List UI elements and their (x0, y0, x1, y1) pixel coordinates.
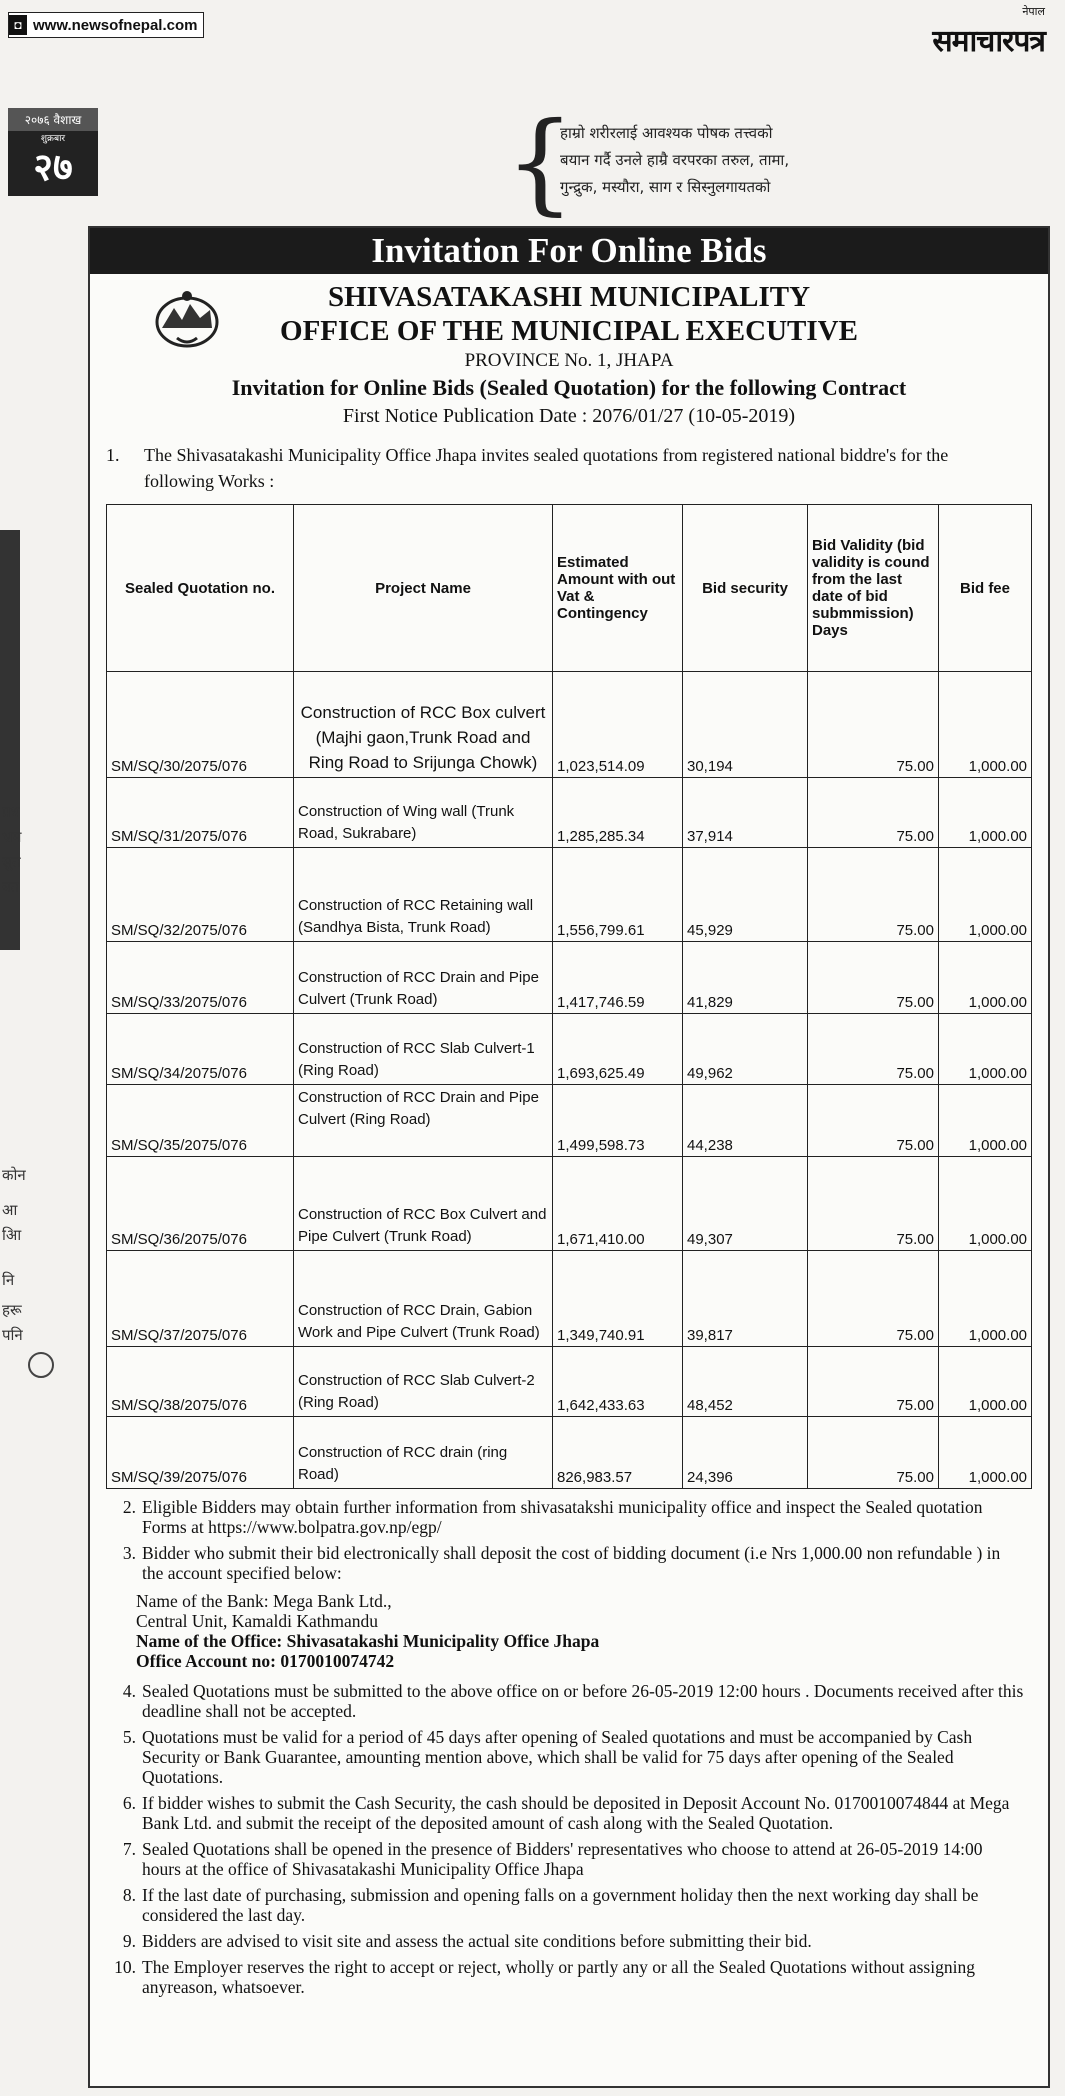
cell-project: Construction of RCC Retaining wall (Sandhya Bista, Trunk Road) (294, 848, 553, 942)
cell-security: 44,238 (683, 1085, 808, 1157)
cell-amount: 1,023,514.09 (553, 672, 683, 778)
table-row (107, 848, 1032, 942)
term-item (106, 1727, 1024, 1787)
cell-amount: 1,671,410.00 (553, 1157, 683, 1251)
cell-amount: 1,499,598.73 (553, 1085, 683, 1157)
term-number: 7. (122, 1839, 136, 1859)
term-text: Sealed Quotations must be submitted to the above office on or before 26-05-2019 12:00 hours . Documents received after this deadline shall not be accepted. (142, 1681, 1024, 1721)
term-number: 5. (122, 1727, 136, 1747)
cell-validity: 75.00 (808, 1085, 939, 1157)
cell-project: Construction of RCC Drain and Pipe Culvert (Ring Road) (294, 1085, 553, 1157)
term-text: Quotations must be valid for a period of 45 days after opening of Sealed quotations and must be accompanied by Cash Security or Bank Guarantee, amounting mention above, which shall be valid for 75 days after opening of the Sealed Quotations. (142, 1727, 973, 1787)
col-header-fee: Bid fee (939, 505, 1032, 672)
side-text: प्रध (2, 803, 20, 821)
cell-fee: 1,000.00 (939, 942, 1032, 1014)
table-row (107, 1417, 1032, 1489)
org-name: SHIVASATAKASHI MUNICIPALITY (327, 281, 811, 313)
term-item (106, 1957, 1024, 1997)
date-day: २७ (33, 145, 73, 189)
col-header-security: Bid security (683, 505, 808, 672)
term-text: The Employer reserves the right to accept or reject, wholly or partly any or all the Sealed Quotations without assigning anyreason, whatsoever. (142, 1957, 975, 1997)
side-text: कोन (2, 1166, 26, 1184)
cell-fee: 1,000.00 (939, 848, 1032, 942)
newspaper-logo (932, 4, 1045, 60)
side-text: आ (2, 1201, 18, 1219)
bid-notice (88, 226, 1050, 2088)
cell-security: 24,396 (683, 1417, 808, 1489)
cell-security: 41,829 (683, 942, 808, 1014)
cell-validity: 75.00 (808, 1014, 939, 1085)
snippet-line: बयान गर्दै उनले हाम्रै वरपरका तरुल, तामा, (560, 151, 790, 169)
term-item (106, 1543, 1024, 1583)
intro-paragraph (106, 442, 1018, 494)
side-text: भ्रम (2, 828, 22, 846)
cell-amount: 1,556,799.61 (553, 848, 683, 942)
cell-fee: 1,000.00 (939, 672, 1032, 778)
bank-branch: Central Unit, Kamaldi Kathmandu (136, 1611, 379, 1631)
cell-project: Construction of RCC Slab Culvert-2 (Ring Road) (294, 1347, 553, 1417)
article-snippet (560, 120, 789, 201)
term-number: 3. (122, 1543, 136, 1563)
table-row (107, 1347, 1032, 1417)
cell-fee: 1,000.00 (939, 1417, 1032, 1489)
publication-date: First Notice Publication Date : 2076/01/27 (10-05-2019) (342, 405, 796, 427)
logo-small-text: नेपाल (1022, 5, 1045, 18)
cell-fee: 1,000.00 (939, 1014, 1032, 1085)
cell-sq: SM/SQ/38/2075/076 (107, 1347, 294, 1417)
side-text: नि (2, 1271, 15, 1289)
cell-security: 49,307 (683, 1157, 808, 1251)
cell-sq: SM/SQ/39/2075/076 (107, 1417, 294, 1489)
intro-number: 1. (106, 445, 120, 465)
cell-project: Construction of RCC Drain, Gabion Work and Pipe Culvert (Trunk Road) (294, 1251, 553, 1347)
registration-mark-icon (28, 1352, 54, 1378)
cell-validity: 75.00 (808, 778, 939, 848)
date-month: २०७६ वैशाख (8, 108, 98, 131)
date-box (8, 108, 98, 196)
cell-sq: SM/SQ/32/2075/076 (107, 848, 294, 942)
term-text: If the last date of purchasing, submission and opening falls on a government holiday then the next working day shall be considered the last day. (142, 1885, 979, 1925)
side-text: आि (2, 1226, 22, 1244)
cell-project: Construction of Wing wall (Trunk Road, Sukrabare) (294, 778, 553, 848)
office-account: Office Account no: 0170010074742 (136, 1651, 395, 1671)
term-item (106, 1497, 1024, 1537)
cell-amount: 1,417,746.59 (553, 942, 683, 1014)
website-icon: ◘ (9, 15, 27, 35)
term-number: 6. (122, 1793, 136, 1813)
cell-validity: 75.00 (808, 672, 939, 778)
adjacent-column (0, 210, 70, 1810)
cell-security: 48,452 (683, 1347, 808, 1417)
term-number: 4. (122, 1681, 136, 1701)
notice-banner: Invitation For Online Bids (90, 228, 1048, 274)
table-row (107, 1157, 1032, 1251)
cell-security: 45,929 (683, 848, 808, 942)
col-header-sq: Sealed Quotation no. (107, 505, 294, 672)
cell-security: 37,914 (683, 778, 808, 848)
cell-security: 49,962 (683, 1014, 808, 1085)
bank-details (136, 1591, 1024, 1671)
term-item (106, 1681, 1024, 1721)
table-row (107, 942, 1032, 1014)
cell-amount: 1,349,740.91 (553, 1251, 683, 1347)
term-text: Bidder who submit their bid electronically shall deposit the cost of bidding document (i.e Nrs 1,000.00 non refundable ) in the account specified below: (142, 1543, 1001, 1583)
term-number: 9. (122, 1931, 136, 1951)
term-number: 8. (122, 1885, 136, 1905)
cell-sq: SM/SQ/31/2075/076 (107, 778, 294, 848)
term-number: 10. (114, 1957, 136, 1977)
col-header-amount: Estimated Amount with out Vat & Contingency (553, 505, 683, 672)
table-row (107, 1085, 1032, 1157)
snippet-line: गुन्द्रुक, मस्यौरा, साग र सिस्नुलगायतको (560, 178, 771, 196)
cell-sq: SM/SQ/37/2075/076 (107, 1251, 294, 1347)
office-name-line: Name of the Office: Shivasatakashi Municipality Office Jhapa (136, 1631, 600, 1651)
side-text: हरू (2, 1301, 22, 1319)
website-text: www.newsofnepal.com (33, 16, 198, 34)
bank-name: Name of the Bank: Mega Bank Ltd., (136, 1591, 392, 1611)
term-item (106, 1885, 1024, 1925)
government-emblem-icon (152, 288, 222, 352)
brace-decoration: { (505, 98, 575, 226)
bids-table (106, 504, 1032, 1489)
notice-subtitle: Invitation for Online Bids (Sealed Quotation) for the following Contract (231, 375, 907, 400)
table-row (107, 672, 1032, 778)
intro-text: The Shivasatakashi Municipality Office Jhapa invites sealed quotations from registered national biddre's for the following Works : (144, 445, 949, 491)
cell-sq: SM/SQ/34/2075/076 (107, 1014, 294, 1085)
col-header-validity: Bid Validity (bid validity is cound from the last date of bid submmission) Days (808, 505, 939, 672)
terms-list (106, 1497, 1024, 1997)
term-number: 2. (122, 1497, 136, 1517)
side-text: पनि (2, 1326, 23, 1344)
table-header-row (107, 505, 1032, 672)
term-text: Sealed Quotations shall be opened in the presence of Bidders' representatives who choose to attend at 26-05-2019 14:00 hours at the office of Shivasatakashi Municipality Office Jhapa (142, 1839, 983, 1879)
cell-validity: 75.00 (808, 1157, 939, 1251)
newspaper-header (0, 0, 1065, 59)
cell-fee: 1,000.00 (939, 778, 1032, 848)
cell-project: Construction of RCC Box Culvert and Pipe Culvert (Trunk Road) (294, 1157, 553, 1251)
cell-validity: 75.00 (808, 1347, 939, 1417)
cell-project: Construction of RCC Slab Culvert-1 (Ring Road) (294, 1014, 553, 1085)
side-text: बत (2, 878, 20, 896)
cell-sq: SM/SQ/36/2075/076 (107, 1157, 294, 1251)
term-item (106, 1839, 1024, 1879)
term-text: Eligible Bidders may obtain further information from shivasatakshi municipality office and inspect the Sealed quotation Forms at https://www.bolpatra.gov.np/egp/ (142, 1497, 983, 1537)
cell-amount: 1,642,433.63 (553, 1347, 683, 1417)
term-item (106, 1793, 1024, 1833)
cell-fee: 1,000.00 (939, 1347, 1032, 1417)
cell-sq: SM/SQ/33/2075/076 (107, 942, 294, 1014)
cell-amount: 1,285,285.34 (553, 778, 683, 848)
term-item (106, 1931, 1024, 1951)
office-name: OFFICE OF THE MUNICIPAL EXECUTIVE (280, 315, 858, 347)
table-row (107, 1014, 1032, 1085)
cell-amount: 1,693,625.49 (553, 1014, 683, 1085)
table-row (107, 778, 1032, 848)
cell-project: Construction of RCC Drain and Pipe Culvert (Trunk Road) (294, 942, 553, 1014)
term-text: If bidder wishes to submit the Cash Security, the cash should be deposited in Deposit Account No. 0170010074844 at Mega Bank Ltd. and submit the receipt of the deposited amount of cash along with the Sealed Quotation. (142, 1793, 1010, 1833)
cell-security: 30,194 (683, 672, 808, 778)
snippet-line: हाम्रो शरीरलाई आवश्यक पोषक तत्त्वको (560, 124, 773, 142)
date-weekday: शुक्रबार (40, 134, 66, 144)
term-text: Bidders are advised to visit site and assess the actual site conditions before submitting their bid. (142, 1931, 812, 1951)
cell-amount: 826,983.57 (553, 1417, 683, 1489)
table-row (107, 1251, 1032, 1347)
logo-name: समाचारपत्र (932, 24, 1045, 59)
col-header-project: Project Name (294, 505, 553, 672)
side-text: सुत (2, 853, 21, 871)
website-label (8, 12, 204, 38)
cell-fee: 1,000.00 (939, 1251, 1032, 1347)
cell-sq: SM/SQ/30/2075/076 (107, 672, 294, 778)
cell-project: Construction of RCC Box culvert (Majhi gaon,Trunk Road and Ring Road to Srijunga Chowk) (294, 672, 553, 778)
organization-header (90, 280, 1048, 430)
cell-sq: SM/SQ/35/2075/076 (107, 1085, 294, 1157)
province-label: PROVINCE No. 1, JHAPA (464, 350, 674, 371)
cell-validity: 75.00 (808, 1417, 939, 1489)
cell-fee: 1,000.00 (939, 1085, 1032, 1157)
cell-validity: 75.00 (808, 942, 939, 1014)
cell-security: 39,817 (683, 1251, 808, 1347)
cell-validity: 75.00 (808, 1251, 939, 1347)
cell-project: Construction of RCC drain (ring Road) (294, 1417, 553, 1489)
cell-validity: 75.00 (808, 848, 939, 942)
cell-fee: 1,000.00 (939, 1157, 1032, 1251)
